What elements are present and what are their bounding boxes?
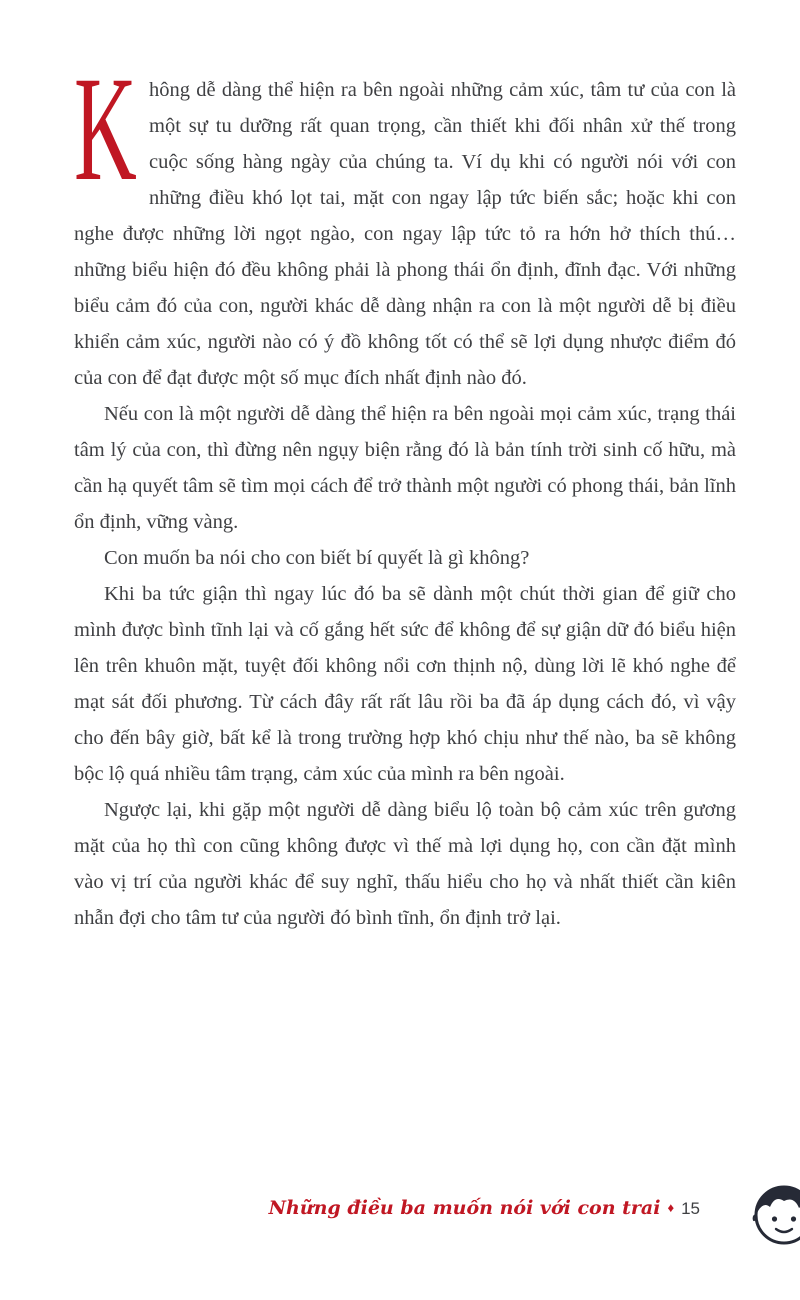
paragraph-opening bbox=[74, 46, 736, 396]
page-number: 15 bbox=[681, 1199, 700, 1218]
paragraph-text: hông dễ dàng thể hiện ra bên ngoài những cảm xúc, tâm tư của con là một sự tu dưỡng rất quan trọng, cần thiết khi đối nhân xử thế trong cuộc sống hàng ngày của chúng ta. Ví dụ khi có người nói với con những điều khó lọt tai, mặt con ngay lập tức biến sắc; hoặc khi con nghe được những lời ngọt ngào, con ngay lập tức tỏ ra hớn hở thích thú… những biểu hiện đó đều không phải là phong thái ổn định, đĩnh đạc. Với những biểu cảm đó của con, người khác dễ dàng nhận ra con là một người dễ bị điều khiển cảm xúc, người nào có ý đồ không tốt có thể sẽ lợi dụng nhược điểm đó của con để đạt được một số mục đích nhất định nào đó. bbox=[74, 79, 736, 389]
boy-face-icon bbox=[752, 1182, 800, 1246]
page-body-text bbox=[74, 46, 736, 936]
drop-cap bbox=[74, 46, 137, 212]
footer-diamond-icon: ♦ bbox=[667, 1200, 675, 1215]
paragraph: Con muốn ba nói cho con biết bí quyết là gì không? bbox=[104, 547, 530, 569]
drop-cap-letter: K bbox=[74, 46, 137, 212]
footer-book-title: Những điều ba muốn nói với con trai bbox=[268, 1197, 661, 1219]
paragraph: Khi ba tức giận thì ngay lúc đó ba sẽ dành một chút thời gian để giữ cho mình được bình tĩnh lại và cố gắng hết sức để không để sự giận dữ đó biểu hiện lên trên khuôn mặt, tuyệt đối không nổi cơn thịnh nộ, dùng lời lẽ khó nghe để mạt sát đối phương. Từ cách đây rất rất lâu rồi ba đã áp dụng cách đó, vì vậy cho đến bây giờ, bất kể là trong trường hợp khó chịu như thế nào, ba sẽ không bộc lộ quá nhiều tâm trạng, cảm xúc của mình ra bên ngoài. bbox=[74, 583, 736, 785]
paragraph: Nếu con là một người dễ dàng thể hiện ra bên ngoài mọi cảm xúc, trạng thái tâm lý của con, thì đừng nên ngụy biện rằng đó là bản tính trời sinh cố hữu, mà cần hạ quyết tâm sẽ tìm mọi cách để trở thành một người có phong thái, bản lĩnh ổn định, vững vàng. bbox=[74, 403, 736, 533]
paragraph: Ngược lại, khi gặp một người dễ dàng biểu lộ toàn bộ cảm xúc trên gương mặt của họ thì con cũng không được vì thế mà lợi dụng họ, con cần đặt mình vào vị trí của người khác để suy nghĩ, thấu hiểu cho họ và nhất thiết cần kiên nhẫn đợi cho tâm tư của người đó bình tĩnh, ổn định trở lại. bbox=[74, 799, 736, 929]
page-footer bbox=[269, 1197, 700, 1219]
